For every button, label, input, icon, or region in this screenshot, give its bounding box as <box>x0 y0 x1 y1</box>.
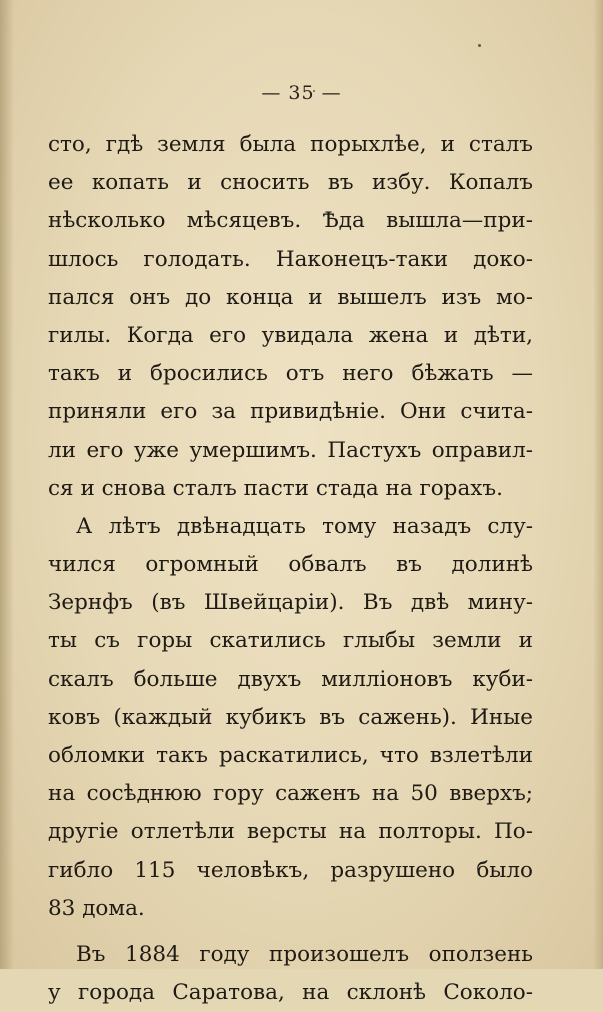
text-line: обломки такъ раскатились, что взлетѣли <box>48 743 533 768</box>
text-line: на сосѣднюю гору саженъ на 50 вверхъ; <box>48 781 533 807</box>
page-edge-shadow-left <box>0 0 14 969</box>
text-line: А лѣтъ двѣнадцать тому назадъ слу- <box>76 513 533 539</box>
text-line: ся и снова сталъ пасти стада на горахъ. <box>48 475 503 501</box>
text-line: Зернфъ (въ Швейцаріи). Въ двѣ мину- <box>48 590 533 616</box>
text-line: приняли его за привидѣніе. Они счита- <box>48 399 533 425</box>
text-line: ли его уже умершимъ. Пастухъ оправил- <box>48 437 533 463</box>
page-edge-shadow-right <box>593 0 603 969</box>
ink-speck <box>478 44 481 47</box>
text-line: чился огромный обвалъ въ долинѣ <box>48 552 533 578</box>
text-line: Въ 1884 году произошелъ оползень <box>76 941 533 967</box>
body-text <box>48 126 533 1012</box>
text-line: нѣсколько мѣсяцевъ. Ѣда вышла—при- <box>48 208 533 234</box>
text-line: сто, гдѣ земля была порыхлѣе, и сталъ <box>48 132 533 157</box>
text-line: пался онъ до конца и вышелъ изъ мо- <box>48 284 533 310</box>
text-line: скалъ больше двухъ милліоновъ куби- <box>48 666 533 692</box>
text-line: шлось голодать. Наконецъ-таки доко- <box>48 246 533 272</box>
text-line: ее копать и сносить въ избу. Копалъ <box>48 170 533 196</box>
paragraph-gap <box>48 928 533 936</box>
text-line: гибло 115 человѣкъ, разрушено было <box>48 857 533 883</box>
text-line: ковъ (каждый кубикъ въ сажень). Иные <box>48 704 533 730</box>
page-number: — 35 — <box>261 82 342 104</box>
text-line: гилы. Когда его увидала жена и дѣти, <box>48 322 533 348</box>
text-line: 83 дома. <box>48 895 145 921</box>
text-line: у города Саратова, на склонѣ Соколо- <box>48 980 533 1006</box>
text-line: такъ и бросились отъ него бѣжать — <box>48 361 533 387</box>
text-line: ты съ горы скатились глыбы земли и <box>48 628 533 654</box>
text-line: другіе отлетѣли версты на полторы. По- <box>48 819 533 845</box>
